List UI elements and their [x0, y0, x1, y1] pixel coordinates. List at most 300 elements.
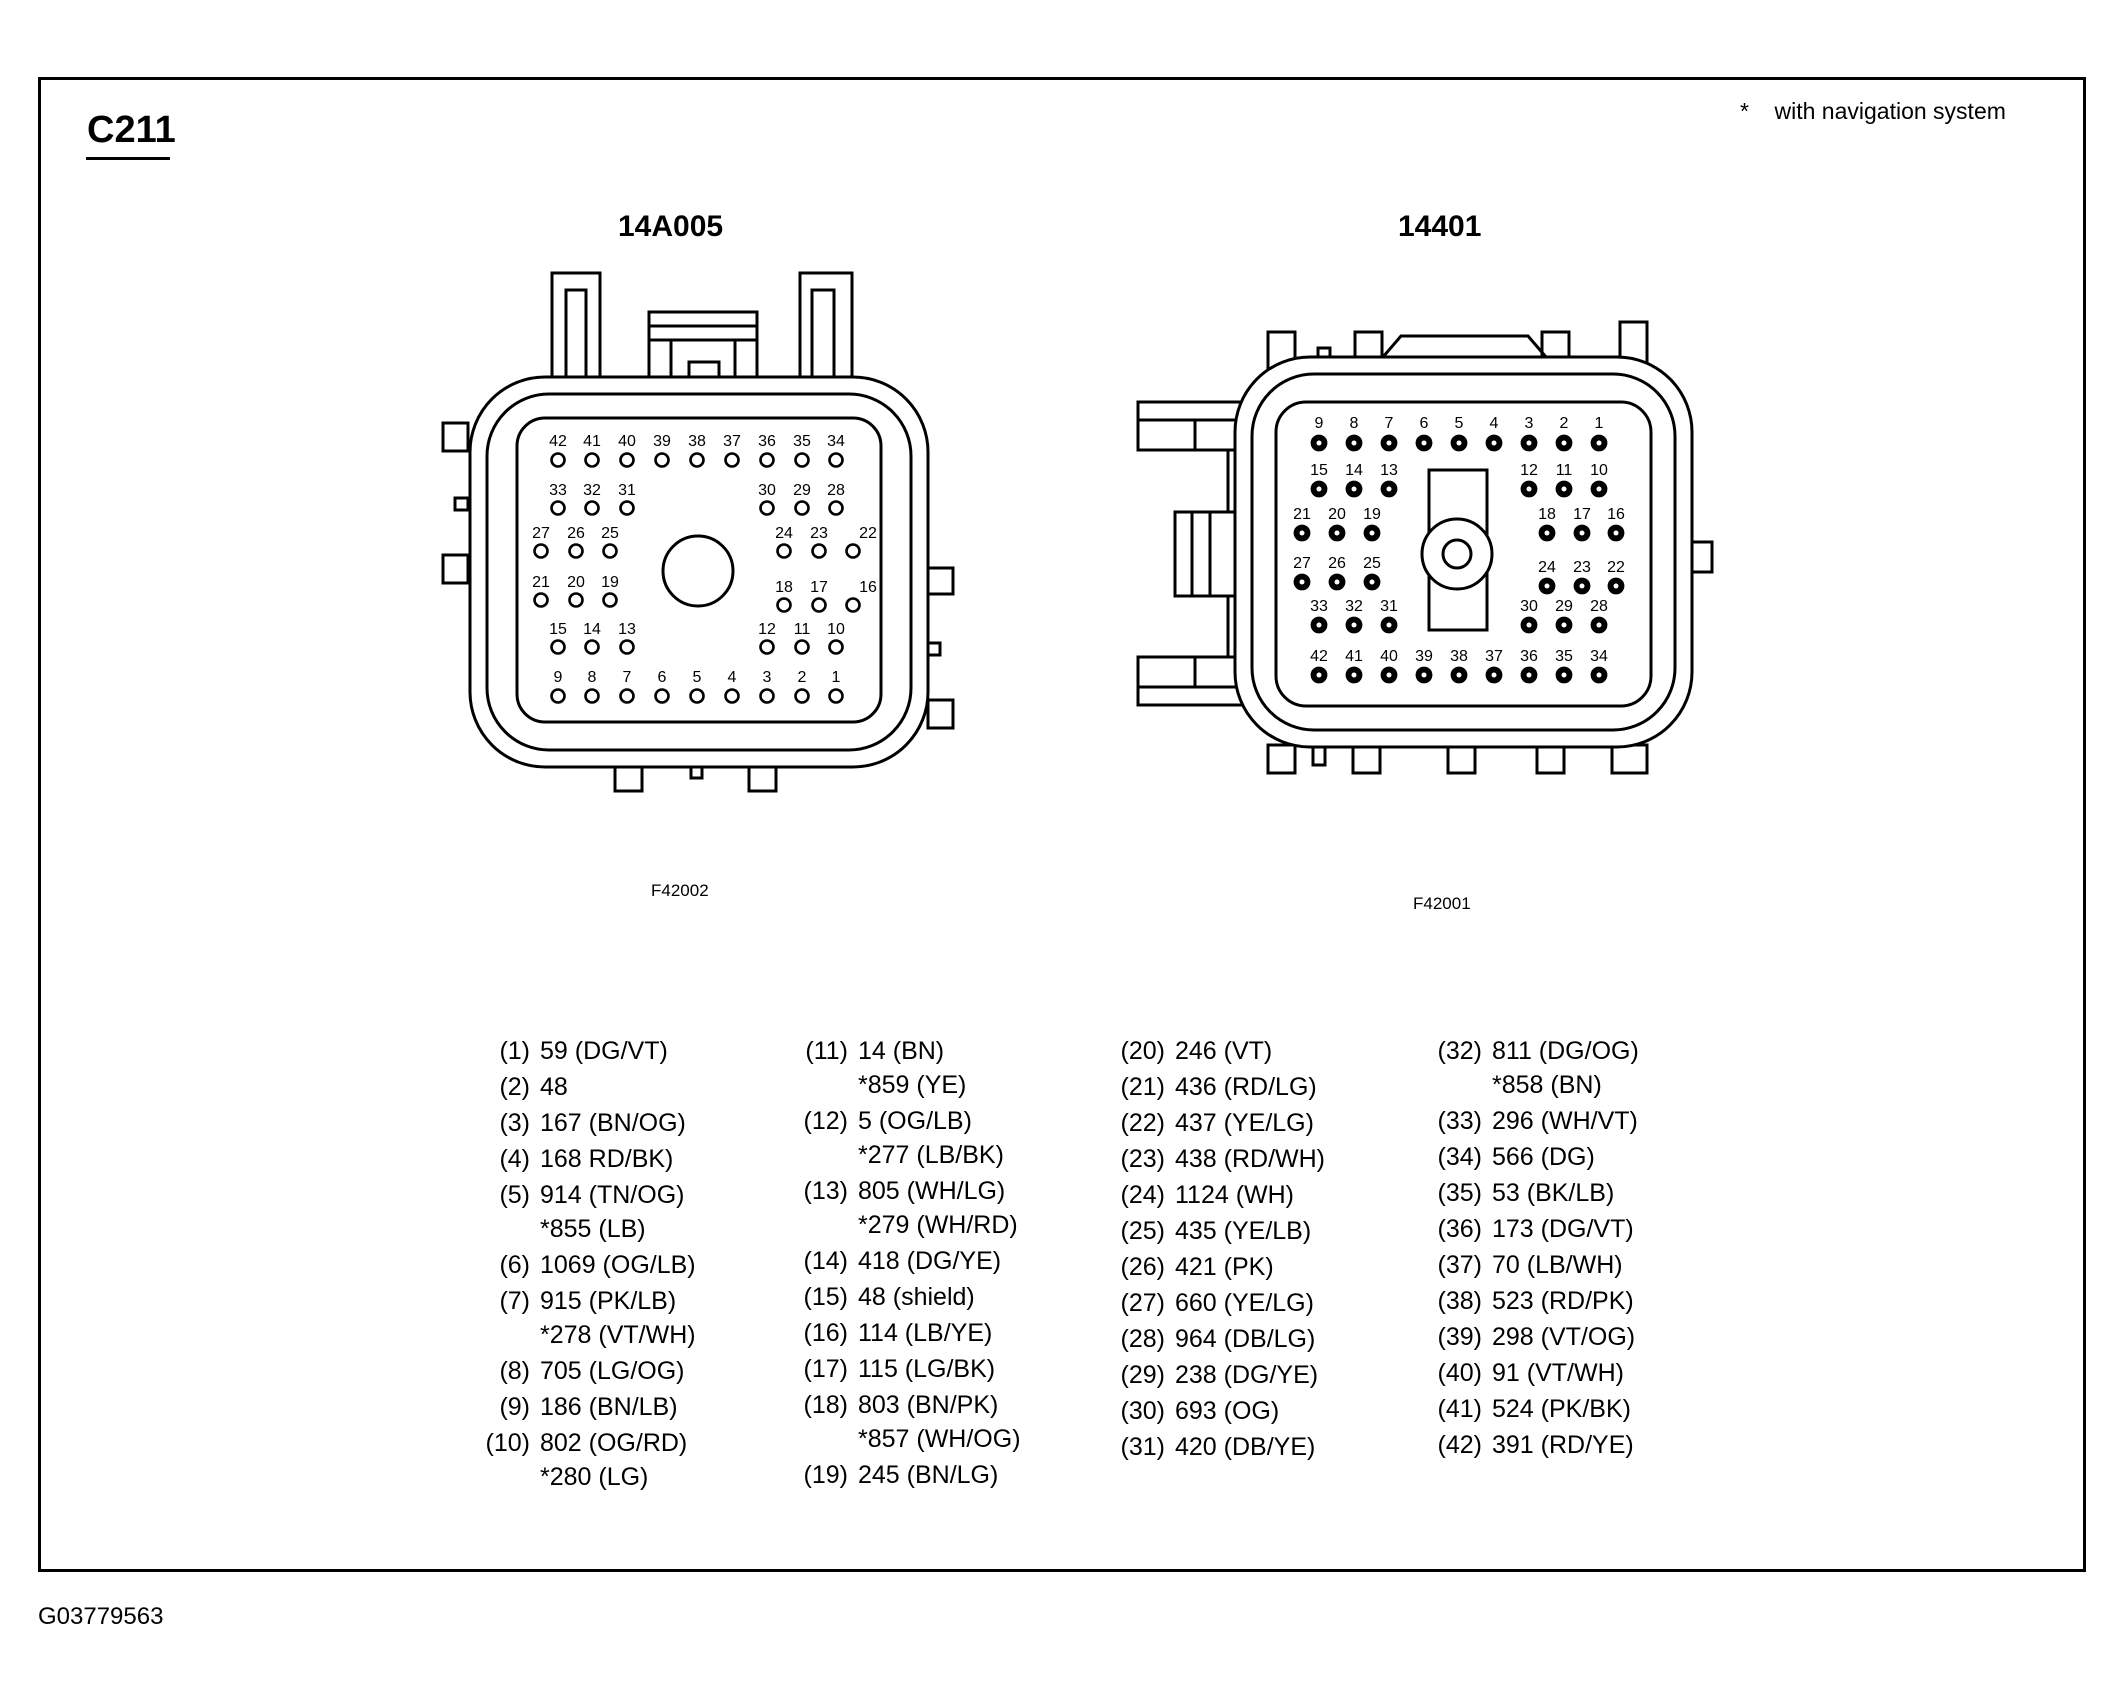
right-pin-dot [1597, 673, 1602, 678]
pin-entry [468, 1033, 768, 1069]
circuit-value: 238 (DG/YE) [1175, 1361, 1319, 1389]
pin-entry [468, 1177, 768, 1247]
pin-number: (38) [1437, 1287, 1482, 1315]
pin-number: (15) [803, 1283, 848, 1311]
pin-entry [1103, 1069, 1403, 1105]
pin-entry [1420, 1139, 1720, 1175]
circuit-value: 391 (RD/YE) [1492, 1431, 1634, 1459]
pin-label-34: 34 [1590, 648, 1608, 665]
circuit-value: 186 (BN/LB) [540, 1393, 678, 1421]
pin-label-22: 22 [1607, 559, 1625, 576]
right-pin-dot [1317, 673, 1322, 678]
pin-label-41: 41 [583, 433, 601, 450]
pin-entry [786, 1243, 1086, 1279]
pin-label-23: 23 [1573, 559, 1591, 576]
right-pin-dot [1562, 673, 1567, 678]
pin-label-11: 11 [1555, 462, 1573, 479]
pin-entry [1420, 1283, 1720, 1319]
circuit-value: 167 (BN/OG) [540, 1109, 686, 1137]
circuit-list [1175, 1321, 1315, 1357]
pin-label-30: 30 [758, 482, 776, 499]
circuit-list [1175, 1105, 1314, 1141]
nav-circuit-value: *855 (LB) [540, 1215, 646, 1243]
circuit-list [1492, 1033, 1639, 1103]
pin-label-39: 39 [1415, 648, 1433, 665]
pin-entry [1103, 1105, 1403, 1141]
pin-number: (29) [1120, 1361, 1165, 1389]
pin-number: (41) [1437, 1395, 1482, 1423]
right-pin-dot [1370, 531, 1375, 536]
pin-number: (3) [499, 1109, 530, 1137]
pin-entry [786, 1033, 1086, 1103]
circuit-value: 14 (BN) [858, 1037, 945, 1065]
pin-label-2: 2 [797, 669, 807, 686]
right-pin-dot [1457, 441, 1462, 446]
circuit-list [1175, 1357, 1318, 1393]
pin-label-4: 4 [727, 669, 737, 686]
pin-label-7: 7 [622, 669, 632, 686]
pin-label-3: 3 [762, 669, 772, 686]
pin-entry [1420, 1175, 1720, 1211]
circuit-list [858, 1351, 995, 1387]
circuit-list [858, 1457, 998, 1493]
pin-entry [786, 1457, 1086, 1493]
pin-label-35: 35 [1555, 648, 1573, 665]
pin-table-column-4 [1420, 1033, 1720, 1463]
circuit-value: 693 (OG) [1175, 1397, 1280, 1425]
pin-label-35: 35 [793, 433, 811, 450]
pin-number: (35) [1437, 1179, 1482, 1207]
right-pin-dot [1387, 487, 1392, 492]
circuit-value: 421 (PK) [1175, 1253, 1274, 1281]
circuit-list [1492, 1175, 1614, 1211]
circuit-value: 914 (TN/OG) [540, 1181, 685, 1209]
circuit-value: 915 (PK/LB) [540, 1287, 677, 1315]
pin-entry [468, 1247, 768, 1283]
pin-number: (14) [803, 1247, 848, 1275]
circuit-list [540, 1069, 568, 1105]
pin-label-37: 37 [723, 433, 741, 450]
pin-label-32: 32 [1345, 598, 1363, 615]
connector-id: C211 [87, 109, 176, 151]
pin-label-11: 11 [793, 621, 811, 638]
pin-number: (4) [499, 1145, 530, 1173]
pin-number: (5) [499, 1181, 530, 1209]
pin-label-33: 33 [549, 482, 567, 499]
pin-number: (33) [1437, 1107, 1482, 1135]
circuit-list [1492, 1283, 1634, 1319]
circuit-list [1175, 1033, 1272, 1069]
pin-label-27: 27 [532, 525, 550, 542]
circuit-list [1492, 1211, 1634, 1247]
pin-table-column-1 [468, 1033, 768, 1495]
circuit-value: 70 (LB/WH) [1492, 1251, 1623, 1279]
pin-entry [1103, 1177, 1403, 1213]
nav-circuit-value: *277 (LB/BK) [858, 1141, 1004, 1169]
right-pin-dot [1614, 584, 1619, 589]
pin-label-21: 21 [532, 574, 550, 591]
pin-number: (22) [1120, 1109, 1165, 1137]
right-pin-dot [1597, 623, 1602, 628]
pin-label-8: 8 [1349, 415, 1359, 432]
pin-label-27: 27 [1293, 555, 1311, 572]
pin-label-5: 5 [692, 669, 702, 686]
circuit-value: 566 (DG) [1492, 1143, 1595, 1171]
right-pin-dot [1352, 673, 1357, 678]
pin-label-36: 36 [1520, 648, 1538, 665]
circuit-value: 173 (DG/VT) [1492, 1215, 1634, 1243]
pin-entry [468, 1069, 768, 1105]
pin-number: (31) [1120, 1433, 1165, 1461]
circuit-list [1175, 1249, 1274, 1285]
circuit-list [1492, 1247, 1623, 1283]
circuit-list [1492, 1427, 1634, 1463]
pin-label-24: 24 [1538, 559, 1556, 576]
pin-number: (8) [499, 1357, 530, 1385]
circuit-value: 523 (RD/PK) [1492, 1287, 1634, 1315]
pin-entry [1420, 1391, 1720, 1427]
pin-label-30: 30 [1520, 598, 1538, 615]
right-pin-dot [1300, 531, 1305, 536]
circuit-value: 420 (DB/YE) [1175, 1433, 1316, 1461]
circuit-value: 91 (VT/WH) [1492, 1359, 1624, 1387]
pin-entry [1103, 1393, 1403, 1429]
pin-entry [468, 1353, 768, 1389]
pin-number: (26) [1120, 1253, 1165, 1281]
pin-label-13: 13 [1380, 462, 1398, 479]
pin-entry [786, 1173, 1086, 1243]
nav-circuit-value: *859 (YE) [858, 1071, 967, 1099]
circuit-value: 298 (VT/OG) [1492, 1323, 1636, 1351]
pin-entry [786, 1279, 1086, 1315]
circuit-list [540, 1105, 686, 1141]
pin-label-25: 25 [601, 525, 619, 542]
right-pin-dot [1387, 441, 1392, 446]
circuit-value: 48 (shield) [858, 1283, 975, 1311]
pin-label-1: 1 [1594, 415, 1604, 432]
pin-label-21: 21 [1293, 506, 1311, 523]
circuit-list [1492, 1139, 1595, 1175]
circuit-value: 114 (LB/YE) [858, 1319, 993, 1347]
right-pin-dot [1527, 441, 1532, 446]
pin-label-17: 17 [810, 579, 828, 596]
document-id: G03779563 [38, 1603, 164, 1630]
pin-entry [1420, 1355, 1720, 1391]
circuit-value: 705 (LG/OG) [540, 1357, 685, 1385]
right-pin-dot [1562, 487, 1567, 492]
circuit-list [858, 1387, 1021, 1457]
pin-number: (18) [803, 1391, 848, 1419]
right-pin-dot [1580, 531, 1585, 536]
pin-label-6: 6 [1419, 415, 1429, 432]
circuit-list [1175, 1285, 1314, 1321]
pin-number: (28) [1120, 1325, 1165, 1353]
pin-number: (17) [803, 1355, 848, 1383]
circuit-list [1175, 1429, 1315, 1465]
pin-entry [1420, 1319, 1720, 1355]
right-pin-dot [1457, 673, 1462, 678]
right-pin-dot [1352, 441, 1357, 446]
circuit-list [540, 1353, 685, 1389]
right-pin-dot [1387, 673, 1392, 678]
pin-label-28: 28 [827, 482, 845, 499]
pin-label-18: 18 [775, 579, 793, 596]
pin-entry [1420, 1103, 1720, 1139]
right-pin-dot [1597, 441, 1602, 446]
pin-label-5: 5 [1454, 415, 1464, 432]
pin-label-9: 9 [1314, 415, 1324, 432]
pin-entry [1103, 1213, 1403, 1249]
circuit-value: 296 (WH/VT) [1492, 1107, 1638, 1135]
pin-table-column-2 [786, 1033, 1086, 1493]
pin-entry [1103, 1141, 1403, 1177]
pin-label-38: 38 [688, 433, 706, 450]
pin-number: (39) [1437, 1323, 1482, 1351]
pin-number: (7) [499, 1287, 530, 1315]
right-pin-dot [1352, 487, 1357, 492]
pin-label-9: 9 [553, 669, 563, 686]
pin-number: (32) [1437, 1037, 1482, 1065]
pin-number: (19) [803, 1461, 848, 1489]
pin-number: (30) [1120, 1397, 1165, 1425]
pin-number: (10) [485, 1429, 530, 1457]
right-pin-dot [1422, 441, 1427, 446]
circuit-value: 435 (YE/LB) [1175, 1217, 1312, 1245]
right-pin-dot [1527, 487, 1532, 492]
pin-entry [786, 1387, 1086, 1457]
right-pin-dot [1387, 623, 1392, 628]
pin-label-26: 26 [1328, 555, 1346, 572]
pin-entry [1103, 1249, 1403, 1285]
circuit-list [540, 1033, 668, 1069]
pin-entry [468, 1141, 768, 1177]
pin-label-17: 17 [1573, 506, 1591, 523]
right-connector-part-number: 14401 [1398, 210, 1482, 243]
circuit-list [1175, 1069, 1317, 1105]
right-pin-dot [1545, 531, 1550, 536]
pin-label-15: 15 [1310, 462, 1328, 479]
pin-label-37: 37 [1485, 648, 1503, 665]
right-pin-dot [1317, 623, 1322, 628]
pin-entry [1103, 1285, 1403, 1321]
pin-number: (37) [1437, 1251, 1482, 1279]
pin-table-column-3 [1103, 1033, 1403, 1465]
circuit-value: 1124 (WH) [1175, 1181, 1295, 1209]
pin-number: (34) [1437, 1143, 1482, 1171]
pin-label-24: 24 [775, 525, 793, 542]
pin-label-15: 15 [549, 621, 567, 638]
pin-label-16: 16 [859, 579, 877, 596]
pin-number: (16) [803, 1319, 848, 1347]
right-pin-dot [1300, 580, 1305, 585]
circuit-list [540, 1389, 678, 1425]
circuit-value: 48 [540, 1073, 568, 1101]
right-pin-dot [1370, 580, 1375, 585]
pin-label-12: 12 [758, 621, 776, 638]
circuit-list [1492, 1319, 1635, 1355]
right-pin-dot [1492, 441, 1497, 446]
nav-circuit-value: *278 (VT/WH) [540, 1321, 696, 1349]
pin-label-3: 3 [1524, 415, 1534, 432]
circuit-list [1175, 1393, 1279, 1429]
pin-label-25: 25 [1363, 555, 1381, 572]
pin-number: (13) [803, 1177, 848, 1205]
pin-label-31: 31 [1380, 598, 1398, 615]
pin-entry [468, 1425, 768, 1495]
pin-entry [1420, 1247, 1720, 1283]
circuit-value: 803 (BN/PK) [858, 1391, 999, 1419]
pin-entry [1420, 1211, 1720, 1247]
pin-label-33: 33 [1310, 598, 1328, 615]
pin-number: (23) [1120, 1145, 1165, 1173]
nav-circuit-value: *857 (WH/OG) [858, 1425, 1021, 1453]
pin-number: (36) [1437, 1215, 1482, 1243]
pin-label-6: 6 [657, 669, 667, 686]
right-pin-dot [1335, 531, 1340, 536]
pin-label-29: 29 [1555, 598, 1573, 615]
pin-number: (24) [1120, 1181, 1165, 1209]
right-pin-dot [1492, 673, 1497, 678]
circuit-value: 246 (VT) [1175, 1037, 1273, 1065]
right-pin-dot [1422, 673, 1427, 678]
right-pin-dot [1545, 584, 1550, 589]
circuit-list [540, 1141, 673, 1177]
circuit-value: 245 (BN/LG) [858, 1461, 999, 1489]
pin-label-31: 31 [618, 482, 636, 499]
pin-number: (6) [499, 1251, 530, 1279]
pin-label-14: 14 [583, 621, 601, 638]
pin-label-8: 8 [587, 669, 597, 686]
pin-number: (9) [499, 1393, 530, 1421]
pin-label-19: 19 [601, 574, 619, 591]
circuit-value: 802 (OG/RD) [540, 1429, 688, 1457]
legend-note: * with navigation system [1740, 98, 2006, 124]
pin-entry [786, 1351, 1086, 1387]
pin-label-2: 2 [1559, 415, 1569, 432]
pin-label-18: 18 [1538, 506, 1556, 523]
circuit-value: 964 (DB/LG) [1175, 1325, 1316, 1353]
pin-number: (11) [805, 1037, 848, 1065]
pin-label-22: 22 [859, 525, 877, 542]
pin-label-14: 14 [1345, 462, 1363, 479]
circuit-list [540, 1283, 696, 1353]
circuit-value: 811 (DG/OG) [1492, 1037, 1639, 1065]
circuit-list [1492, 1391, 1631, 1427]
circuit-value: 805 (WH/LG) [858, 1177, 1006, 1205]
circuit-value: 438 (RD/WH) [1175, 1145, 1326, 1173]
pin-entry [1103, 1429, 1403, 1465]
circuit-list [858, 1243, 1001, 1279]
pin-entry [468, 1389, 768, 1425]
circuit-value: 418 (DG/YE) [858, 1247, 1002, 1275]
right-pin-dot [1527, 673, 1532, 678]
pin-number: (2) [499, 1073, 530, 1101]
pin-number: (40) [1437, 1359, 1482, 1387]
pin-entry [1420, 1033, 1720, 1103]
circuit-value: 53 (BK/LB) [1492, 1179, 1615, 1207]
pin-entry [786, 1315, 1086, 1351]
pin-label-42: 42 [1310, 648, 1328, 665]
nav-circuit-value: *280 (LG) [540, 1463, 649, 1491]
circuit-value: 660 (YE/LG) [1175, 1289, 1314, 1317]
circuit-value: 115 (LG/BK) [858, 1355, 996, 1383]
right-pin-dot [1562, 623, 1567, 628]
pin-label-36: 36 [758, 433, 776, 450]
left-connector-part-number: 14A005 [618, 210, 724, 243]
pin-entry [1103, 1033, 1403, 1069]
pin-label-10: 10 [827, 621, 845, 638]
pin-number: (20) [1120, 1037, 1165, 1065]
pin-label-23: 23 [810, 525, 828, 542]
pin-label-26: 26 [567, 525, 585, 542]
pin-number: (27) [1120, 1289, 1165, 1317]
pin-label-32: 32 [583, 482, 601, 499]
circuit-list [1175, 1141, 1325, 1177]
circuit-value: 1069 (OG/LB) [540, 1251, 696, 1279]
right-pin-dot [1614, 531, 1619, 536]
pin-number: (42) [1437, 1431, 1482, 1459]
right-pin-dot [1317, 441, 1322, 446]
nav-circuit-value: *858 (BN) [1492, 1071, 1602, 1099]
pin-label-34: 34 [827, 433, 845, 450]
circuit-list [858, 1103, 1004, 1173]
pin-number: (25) [1120, 1217, 1165, 1245]
circuit-list [1175, 1213, 1311, 1249]
nav-circuit-value: *279 (WH/RD) [858, 1211, 1018, 1239]
right-connector-housing [1138, 322, 1712, 773]
pin-label-40: 40 [618, 433, 636, 450]
pin-entry [468, 1105, 768, 1141]
pin-number: (21) [1120, 1073, 1165, 1101]
right-pin-dot [1580, 584, 1585, 589]
pin-number: (1) [499, 1037, 530, 1065]
pin-entry [786, 1103, 1086, 1173]
circuit-list [858, 1315, 992, 1351]
left-figure-id: F42002 [651, 881, 709, 900]
pin-label-7: 7 [1384, 415, 1394, 432]
pin-number: (12) [803, 1107, 848, 1135]
circuit-value: 437 (YE/LG) [1175, 1109, 1314, 1137]
pin-label-38: 38 [1450, 648, 1468, 665]
pin-entry [468, 1283, 768, 1353]
circuit-list [1175, 1177, 1294, 1213]
pin-label-16: 16 [1607, 506, 1625, 523]
circuit-list [1492, 1103, 1638, 1139]
circuit-list [858, 1173, 1018, 1243]
pin-label-41: 41 [1345, 648, 1363, 665]
pin-label-1: 1 [831, 669, 841, 686]
right-pin-dot [1597, 487, 1602, 492]
circuit-value: 5 (OG/LB) [858, 1107, 972, 1135]
circuit-list [540, 1247, 696, 1283]
right-pin-dot [1335, 580, 1340, 585]
circuit-value: 524 (PK/BK) [1492, 1395, 1631, 1423]
pin-label-28: 28 [1590, 598, 1608, 615]
pin-entry [1103, 1357, 1403, 1393]
pin-entry [1420, 1427, 1720, 1463]
right-figure-id: F42001 [1413, 894, 1471, 913]
pin-label-42: 42 [549, 433, 567, 450]
pin-label-12: 12 [1520, 462, 1538, 479]
circuit-value: 168 RD/BK) [540, 1145, 674, 1173]
pin-label-19: 19 [1363, 506, 1381, 523]
pin-label-20: 20 [567, 574, 585, 591]
pin-label-4: 4 [1489, 415, 1499, 432]
pin-entry [1103, 1321, 1403, 1357]
pin-label-20: 20 [1328, 506, 1346, 523]
pin-label-29: 29 [793, 482, 811, 499]
circuit-list [858, 1279, 975, 1315]
